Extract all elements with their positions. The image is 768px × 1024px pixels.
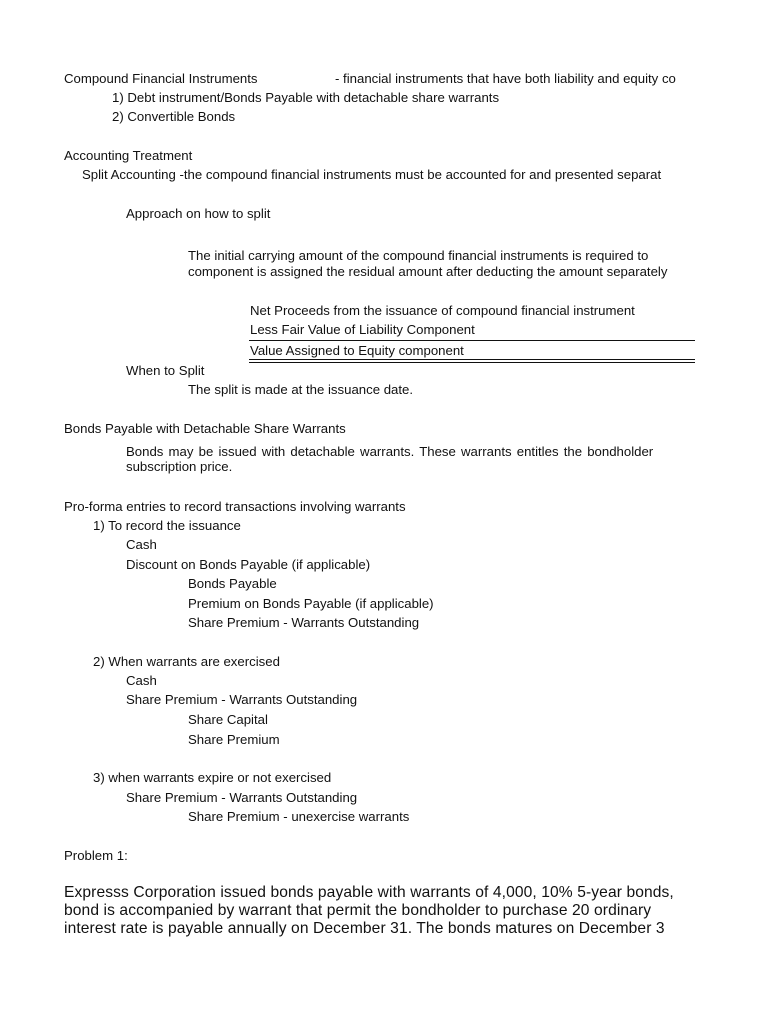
double-rule-top	[249, 359, 695, 360]
entry-title-expired: 3) when warrants expire or not exercised	[93, 770, 332, 785]
section-heading-entries: Pro-forma entries to record transactions involving warrants	[64, 499, 406, 514]
entry-credit: Share Premium - Warrants Outstanding	[188, 615, 420, 630]
entry-title-issuance: 1) To record the issuance	[93, 518, 241, 533]
entry-credit: Bonds Payable	[188, 576, 277, 591]
computation-net-proceeds: Net Proceeds from the issuance of compound financial instrument	[250, 303, 635, 318]
warrants-text-line: Bonds may be issued with detachable warrants. These warrants entitles the bondholder	[126, 444, 654, 459]
entry-debit: Cash	[126, 537, 157, 552]
entry-debit: Share Premium - Warrants Outstanding	[126, 790, 358, 805]
problem-text-line: interest rate is payable annually on December 31. The bonds matures on December 3	[64, 920, 665, 937]
type-item: 2) Convertible Bonds	[112, 109, 236, 124]
section-heading-warrants: Bonds Payable with Detachable Share Warrants	[64, 421, 346, 436]
when-to-split-text: The split is made at the issuance date.	[188, 382, 414, 397]
section-heading-treatment: Accounting Treatment	[64, 148, 193, 163]
computation-less-liability: Less Fair Value of Liability Component	[250, 322, 475, 337]
compound-definition: - financial instruments that have both liability and equity co	[335, 71, 676, 86]
problem-text-line: bond is accompanied by warrant that permit the bondholder to purchase 20 ordinary	[64, 902, 652, 919]
double-rule-bottom	[249, 362, 695, 363]
when-to-split-heading: When to Split	[126, 363, 205, 378]
section-heading-compound: Compound Financial Instruments	[64, 71, 258, 86]
type-item: 1) Debt instrument/Bonds Payable with detachable share warrants	[112, 90, 500, 105]
entry-credit: Share Premium - unexercise warrants	[188, 809, 410, 824]
entry-debit: Cash	[126, 673, 157, 688]
entry-title-exercised: 2) When warrants are exercised	[93, 654, 280, 669]
approach-text-line: The initial carrying amount of the compound financial instruments is required to	[188, 248, 649, 263]
entry-debit: Discount on Bonds Payable (if applicable)	[126, 557, 371, 572]
warrants-text-line: subscription price.	[126, 459, 233, 474]
entry-credit: Share Capital	[188, 712, 268, 727]
computation-equity-value: Value Assigned to Equity component	[250, 343, 464, 358]
problem-text-line: Expresss Corporation issued bonds payable with warrants of 4,000, 10% 5-year bonds,	[64, 884, 674, 901]
entry-credit: Premium on Bonds Payable (if applicable)	[188, 596, 434, 611]
problem-label: Problem 1:	[64, 848, 128, 863]
approach-heading: Approach on how to split	[126, 206, 271, 221]
entry-credit: Share Premium	[188, 732, 280, 747]
entry-debit: Share Premium - Warrants Outstanding	[126, 692, 358, 707]
approach-text-line: component is assigned the residual amount after deducting the amount separately	[188, 264, 668, 279]
subtotal-rule	[249, 340, 695, 341]
split-accounting-line: Split Accounting -the compound financial instruments must be accounted for and presented separat	[82, 167, 662, 182]
